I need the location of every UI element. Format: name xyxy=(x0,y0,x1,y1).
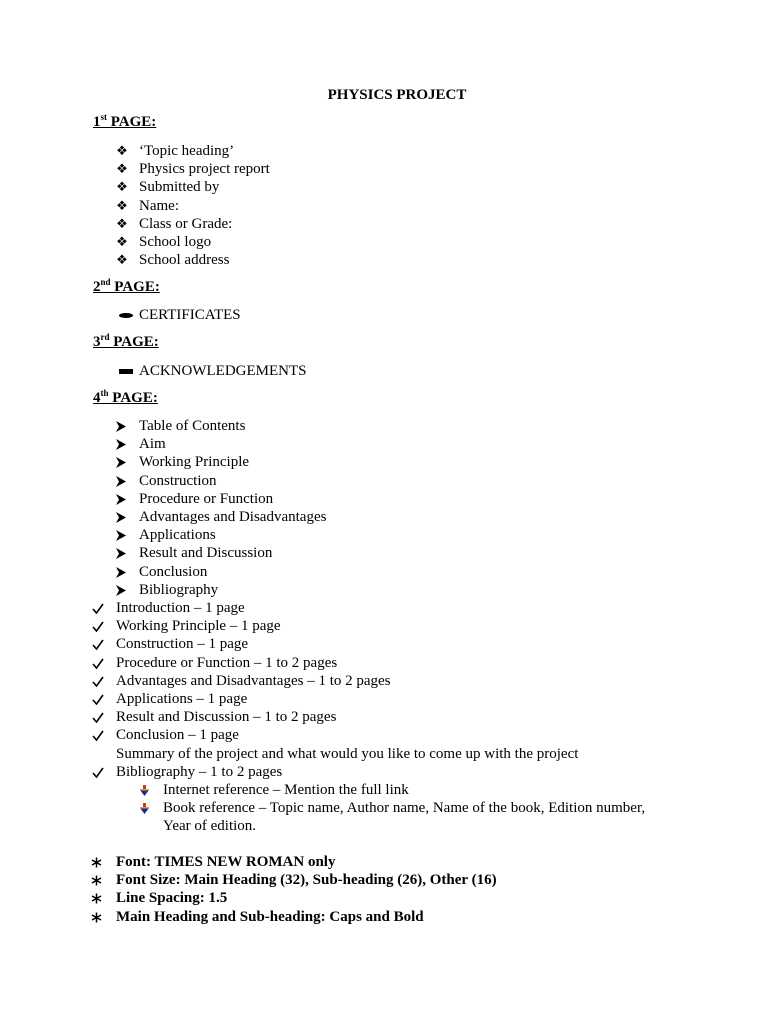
check-mark-icon xyxy=(92,621,106,632)
list-item: ❖ ‘Topic heading’ xyxy=(116,143,235,159)
list-item: Procedure or Function xyxy=(139,490,326,508)
diamond-bullet-icon: ❖ xyxy=(116,143,128,158)
list-item: Conclusion xyxy=(139,563,326,581)
list-item: ❖ Physics project report xyxy=(116,161,270,178)
list-item: ❖ Class or Grade: xyxy=(116,215,233,232)
arrowhead-icon xyxy=(115,421,129,432)
check-mark-icon xyxy=(92,694,106,705)
check-mark-icon xyxy=(92,730,106,741)
diamond-bullet-icon: ❖ xyxy=(116,233,128,249)
list-item: ❖ School address xyxy=(116,252,230,269)
section-1-list xyxy=(116,142,270,269)
list-item: CERTIFICATES xyxy=(139,306,241,324)
checklist-item: Bibliography – 1 to 2 pages xyxy=(116,763,578,781)
reference-item: Book reference – Topic name, Author name, Name of the book, Edition number, xyxy=(163,799,645,817)
list-item: Result and Discussion xyxy=(139,544,326,562)
asterisk-star-icon xyxy=(91,875,105,886)
reference-item: Internet reference – Mention the full link xyxy=(163,781,645,799)
checklist-item: Introduction – 1 page xyxy=(116,599,578,617)
checklist-item: Advantages and Disadvantages – 1 to 2 pages xyxy=(116,672,578,690)
square-bullet-icon xyxy=(119,369,133,374)
checklist-continuation: Summary of the project and what would you like to come up with the project xyxy=(116,745,579,762)
diamond-bullet-icon: ❖ xyxy=(116,197,128,213)
diamond-bullet-icon: ❖ xyxy=(116,179,128,195)
check-mark-icon xyxy=(92,658,106,669)
formatting-notes-list xyxy=(116,853,497,926)
list-item: Advantages and Disadvantages xyxy=(139,508,326,526)
checklist-item: Construction – 1 page xyxy=(116,635,578,653)
bibliography-reference-list xyxy=(163,781,645,836)
note-item: Font Size: Main Heading (32), Sub-heading (26), Other (16) xyxy=(116,871,497,889)
list-item: ACKNOWLEDGEMENTS xyxy=(139,362,306,380)
checklist-item: Working Principle – 1 page xyxy=(116,617,578,635)
down-arrow-icon xyxy=(139,803,153,814)
checklist-item: Result and Discussion – 1 to 2 pages xyxy=(116,708,578,726)
section-heading-2: 2nd PAGE: xyxy=(93,277,160,295)
arrowhead-icon xyxy=(115,548,129,559)
arrowhead-icon xyxy=(115,476,129,487)
list-item: Aim xyxy=(139,435,326,453)
section-4-list xyxy=(139,417,326,599)
list-item: Construction xyxy=(139,472,326,490)
arrowhead-icon xyxy=(115,439,129,450)
asterisk-star-icon xyxy=(91,857,105,868)
diamond-bullet-icon: ❖ xyxy=(116,161,128,177)
asterisk-star-icon xyxy=(91,912,105,923)
note-item: Main Heading and Sub-heading: Caps and Bold xyxy=(116,908,497,926)
section-2-list xyxy=(139,306,241,324)
arrowhead-icon xyxy=(115,530,129,541)
arrowhead-icon xyxy=(115,567,129,578)
arrowhead-icon xyxy=(115,494,129,505)
section-heading-3: 3rd PAGE: xyxy=(93,332,159,350)
arrowhead-icon xyxy=(115,585,129,596)
list-item: ❖ School logo xyxy=(116,233,212,250)
check-mark-icon xyxy=(92,603,106,614)
list-item: ❖ Submitted by xyxy=(116,179,220,196)
note-item: Font: TIMES NEW ROMAN only xyxy=(116,853,497,871)
down-arrow-icon xyxy=(139,785,153,796)
diamond-bullet-icon: ❖ xyxy=(116,252,128,268)
section-heading-4: 4th PAGE: xyxy=(93,388,158,406)
asterisk-star-icon xyxy=(91,893,105,904)
diamond-bullet-icon: ❖ xyxy=(116,215,128,231)
round-bullet-icon xyxy=(119,313,133,318)
section-3-list xyxy=(139,362,306,380)
page-title: PHYSICS PROJECT xyxy=(327,87,467,103)
arrowhead-icon xyxy=(115,457,129,468)
list-item: Working Principle xyxy=(139,453,326,471)
check-mark-icon xyxy=(92,639,106,650)
reference-continuation: Year of edition. xyxy=(163,818,257,835)
checklist-item: Conclusion – 1 page xyxy=(116,726,578,744)
check-mark-icon xyxy=(92,676,106,687)
page-count-checklist xyxy=(116,599,578,781)
note-item: Line Spacing: 1.5 xyxy=(116,889,497,907)
list-item: Bibliography xyxy=(139,581,326,599)
checklist-item: Applications – 1 page xyxy=(116,690,578,708)
list-item: ❖ Name: xyxy=(116,197,179,214)
check-mark-icon xyxy=(92,767,106,778)
section-heading-1: 1st PAGE: xyxy=(93,112,157,130)
checklist-item: Procedure or Function – 1 to 2 pages xyxy=(116,654,578,672)
check-mark-icon xyxy=(92,712,106,723)
list-item: Applications xyxy=(139,526,326,544)
arrowhead-icon xyxy=(115,512,129,523)
list-item: Table of Contents xyxy=(139,417,326,435)
